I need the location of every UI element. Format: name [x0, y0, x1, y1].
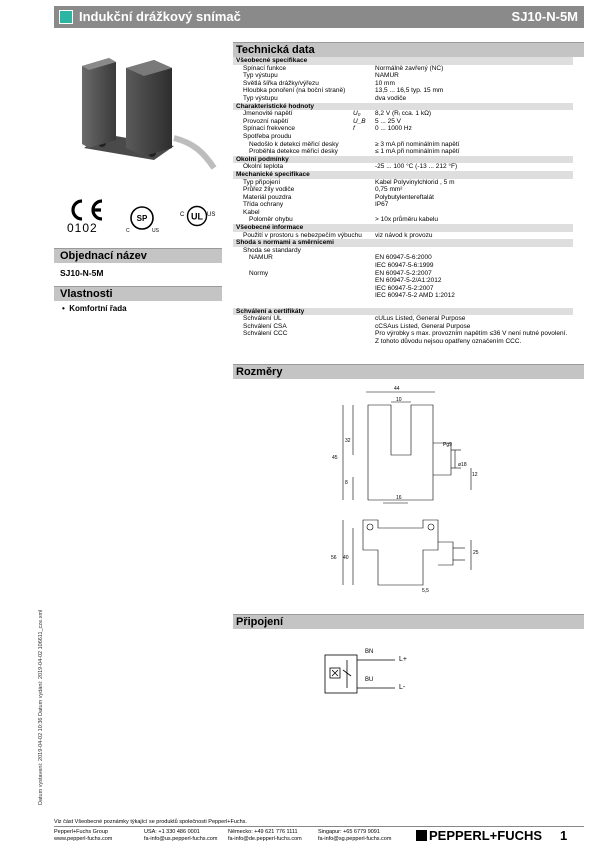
dimension-drawing — [233, 380, 584, 605]
ce-mark-icon — [66, 198, 106, 222]
tech-row-value: EN 60947-5-6:2000 — [375, 254, 432, 262]
tech-row-label: Shoda se standardy — [243, 246, 301, 254]
tech-row-value: viz návod k provozu — [375, 231, 433, 239]
tech-row-label: Světlá šířka drážky/výřezu — [243, 79, 319, 87]
tech-row — [233, 186, 573, 194]
dim-label: 44 — [394, 386, 400, 392]
tech-group-heading — [233, 224, 573, 232]
conn-bn-label: BN — [365, 649, 374, 655]
tech-row-value: IP67 — [375, 201, 389, 209]
tech-row-value: ≥ 3 mA při nominálním napětí — [375, 140, 460, 148]
tech-data-table — [233, 57, 573, 346]
side-date-text: Datum vystavení: 2019-04-02 10:36 Datum vydání: 2019-04-02 106611_cze.xml — [38, 609, 44, 805]
footer-link[interactable]: www.pepperl-fuchs.com — [54, 836, 113, 842]
tech-row — [233, 201, 573, 209]
tech-row — [233, 232, 573, 240]
tech-row-value: Kabel Polyvinylchlorid , 5 m — [375, 178, 455, 186]
tech-group-label: Všeobecné informace — [236, 224, 304, 232]
header-square-icon — [59, 10, 73, 24]
ul-mark-icon — [186, 205, 208, 227]
tech-row-value: dva vodiče — [375, 94, 407, 102]
tech-row-value: -25 ... 100 °C (-13 ... 212 °F) — [375, 163, 458, 171]
tech-row — [233, 277, 573, 285]
tech-row — [233, 118, 573, 126]
tech-row-value: IEC 60947-5-2 AMD 1:2012 — [375, 292, 455, 300]
tech-row-value: Polybutylentereftalát — [375, 193, 434, 201]
csa-sub-left: C — [126, 228, 130, 234]
tech-row-label: Spínací frekvence — [243, 125, 296, 133]
tech-row-value: 0 ... 1000 Hz — [375, 125, 412, 133]
footer-email-link[interactable]: fa-info@us.pepperl-fuchs.com — [144, 836, 218, 842]
product-image — [54, 38, 222, 188]
features-heading: Vlastnosti — [54, 286, 222, 301]
tech-row-label: Provozní napětí — [243, 117, 289, 125]
ul-prefix: C — [180, 212, 185, 218]
tech-row-label: Poloměr ohybu — [249, 216, 293, 224]
tech-row-label: Jmenovité napětí — [243, 110, 293, 118]
dim-label: 12 — [472, 472, 478, 478]
tech-row-symbol: f — [353, 125, 355, 133]
dim-label: 40 — [343, 555, 349, 561]
tech-row-label: Použití v prostoru s nebezpečím výbuchu — [243, 231, 362, 239]
tech-row-label: Materiál pouzdra — [243, 193, 292, 201]
dim-label: 32 — [345, 438, 351, 444]
tech-row-value: EN 60947-5-2/A1:2012 — [375, 277, 442, 285]
tech-group-label: Charakteristické hodnoty — [236, 102, 315, 110]
tech-group-heading — [233, 308, 573, 316]
tech-row — [233, 315, 573, 323]
tech-row-value: 13,5 ... 16,5 typ. 15 mm — [375, 87, 444, 95]
tech-row — [233, 285, 573, 293]
order-heading: Objednací název — [54, 248, 222, 263]
header-bar — [54, 6, 584, 28]
tech-row — [233, 87, 573, 95]
tech-group-label: Mechanické specifikace — [236, 170, 310, 178]
conn-bu-label: BU — [365, 677, 374, 683]
tech-row-label: Schválení CSA — [243, 322, 287, 330]
tech-row — [233, 95, 573, 103]
tech-row-label: Schválení UL — [243, 315, 282, 323]
dim-label: 25 — [473, 550, 479, 556]
footer-divider — [54, 826, 584, 827]
tech-group-heading — [233, 57, 573, 65]
footer-email-link[interactable]: fa-info@de.pepperl-fuchs.com — [228, 836, 302, 842]
tech-row-label: NAMUR — [249, 254, 273, 262]
tech-row-value: 8,2 V (Rᵢ cca. 1 kΩ) — [375, 110, 432, 118]
feature-item: • Komfortní řada — [62, 304, 127, 313]
dim-label: 8 — [345, 480, 348, 486]
tech-row-label: Třída ochrany — [243, 201, 284, 209]
footer-note: Viz část Všeobecné poznámky týkající se produktů společnosti Pepperl+Fuchs. — [54, 819, 247, 825]
tech-row — [233, 194, 573, 202]
tech-row-label: Typ výstupu — [243, 72, 278, 80]
tech-row-label: Schválení CCC — [243, 330, 288, 338]
dim-label: 56 — [331, 555, 337, 561]
tech-row-value: Pro výrobky s max. provozním napětím ≤36 V není nutné povolení. — [375, 330, 568, 338]
tech-row — [233, 80, 573, 88]
tech-row-label: Kabel — [243, 208, 260, 216]
tech-row-label: Proběhla detekce měřicí desky — [249, 148, 338, 156]
tech-row-value: IEC 60947-5-6:1999 — [375, 262, 434, 270]
dim-label: 16 — [396, 495, 402, 501]
svg-text:SP: SP — [136, 214, 148, 223]
tech-row — [233, 270, 573, 278]
tech-row — [233, 254, 573, 262]
footer-col-usa: USA: +1 330 486 0001 fa-info@us.pepperl-fuchs.com — [144, 829, 218, 842]
tech-row-symbol: U_B — [353, 117, 366, 125]
dims-heading: Rozměry — [233, 364, 584, 379]
conn-lminus-label: L- — [399, 684, 406, 691]
tech-row-label: Spínací funkce — [243, 64, 286, 72]
tech-row-value: EN 60947-5-2:2007 — [375, 269, 432, 277]
tech-row-value: Normálně zavřený (NC) — [375, 64, 444, 72]
tech-row — [233, 179, 573, 187]
dim-label: 10 — [396, 397, 402, 403]
tech-group-label: Shoda s normami a směrnicemi — [236, 239, 334, 247]
tech-row-label: Typ výstupu — [243, 94, 278, 102]
tech-row — [233, 330, 573, 338]
tech-row-value: 10 mm — [375, 79, 395, 87]
tech-row — [233, 338, 573, 346]
page-title: Indukční drážkový snímač — [79, 9, 241, 24]
tech-group-label: Schválení a certifikáty — [236, 307, 305, 315]
brand-logo: PEPPERL+FUCHS — [416, 828, 542, 843]
logo-flag-icon — [416, 830, 427, 841]
conn-lplus-label: L+ — [399, 656, 407, 663]
tech-row-value: Z tohoto důvodu nejsou opatřeny označením CCC. — [375, 337, 522, 345]
tech-row-label: Normy — [249, 269, 269, 277]
conn-heading: Připojení — [233, 614, 584, 629]
tech-row-symbol: U₀ — [353, 110, 361, 118]
tech-row — [233, 216, 573, 224]
tech-group-heading — [233, 103, 573, 111]
tech-row — [233, 262, 573, 270]
tech-row — [233, 247, 573, 255]
tech-group-label: Všeobecné specifikace — [236, 57, 308, 64]
tech-row — [233, 141, 573, 149]
footer-col-sg: Singapur: +65 6779 9091 fa-info@sg.pepperl-fuchs.com — [318, 829, 392, 842]
ce-number: 0102 — [67, 221, 98, 235]
dim-label: Pg9 — [443, 442, 452, 448]
tech-row — [233, 292, 573, 300]
dim-label: 5,5 — [422, 588, 429, 594]
csa-sub-right: US — [152, 228, 159, 234]
page-number: 1 — [560, 828, 568, 843]
footer-email-link[interactable]: fa-info@sg.pepperl-fuchs.com — [318, 836, 392, 842]
order-code: SJ10-N-5M — [60, 268, 104, 278]
tech-group-heading — [233, 239, 573, 247]
tech-row-value: 0,75 mm² — [375, 186, 403, 194]
tech-group-label: Okolní podmínky — [236, 155, 289, 163]
tech-row-label: Nedošlo k detekci měřicí desky — [249, 140, 339, 148]
tech-row — [233, 323, 573, 331]
tech-row-label: Typ připojení — [243, 178, 281, 186]
tech-row — [233, 148, 573, 156]
tech-row — [233, 72, 573, 80]
tech-row-value: ≤ 1 mA při nominálním napětí — [375, 148, 460, 156]
ul-suffix: US — [207, 212, 216, 218]
footer-col-group: Pepperl+Fuchs Group www.pepperl-fuchs.com — [54, 829, 113, 842]
tech-row — [233, 65, 573, 73]
product-code: SJ10-N-5M — [511, 9, 578, 24]
tech-row-label: Průřez žíly vodiče — [243, 186, 295, 194]
connection-diagram — [233, 640, 433, 710]
tech-row-value: NAMUR — [375, 72, 399, 80]
tech-group-heading — [233, 171, 573, 179]
svg-text:UL: UL — [191, 211, 203, 222]
tech-row-value: IEC 60947-5-2:2007 — [375, 284, 434, 292]
tech-row-label: Spotřeba proudu — [243, 132, 292, 140]
tech-row — [233, 300, 573, 308]
tech-row-value: cULus Listed, General Purpose — [375, 315, 466, 323]
tech-row — [233, 163, 573, 171]
tech-row — [233, 125, 573, 133]
tech-row-value: > 10x průměru kabelu — [375, 216, 439, 224]
tech-row-value: 5 ... 25 V — [375, 117, 402, 125]
tech-row — [233, 110, 573, 118]
tech-row-label: Okolní teplota — [243, 163, 284, 171]
tech-row-label: Hloubka ponoření (na boční straně) — [243, 87, 346, 95]
footer-col-de: Německo: +49 621 776 1111 fa-info@de.pepperl-fuchs.com — [228, 829, 302, 842]
tech-row-value: cCSAus Listed, General Purpose — [375, 322, 471, 330]
dim-label: ø18 — [458, 462, 467, 468]
bullet: • — [62, 304, 70, 313]
dim-label: 45 — [332, 455, 338, 461]
tech-heading: Technická data — [233, 42, 584, 57]
tech-row — [233, 133, 573, 141]
